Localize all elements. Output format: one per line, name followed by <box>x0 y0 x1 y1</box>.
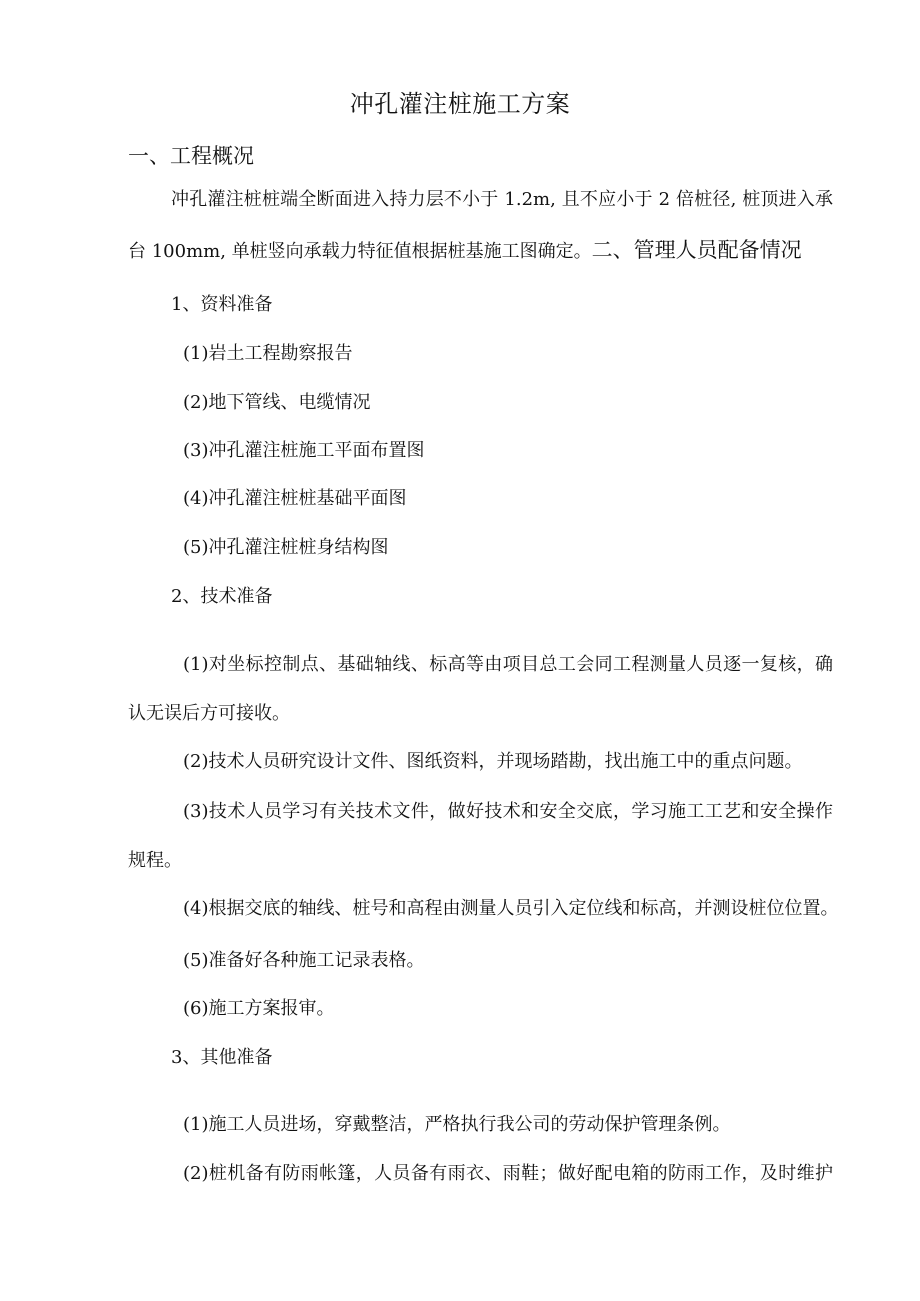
technical-item-1-line-2: 认无误后方可接收。 <box>128 703 290 724</box>
materials-item-1: (1)岩土工程勘察报告 <box>183 343 353 364</box>
overview-paragraph-line-1: 冲孔灌注桩桩端全断面进入持力层不小于 1.2m, 且不应小于 2 倍桩径, 桩顶进入承 <box>171 189 833 210</box>
subheading-other: 3、其他准备 <box>171 1047 273 1068</box>
materials-item-3: (3)冲孔灌注桩施工平面布置图 <box>183 440 425 461</box>
section-heading-overview: 一、工程概况 <box>128 144 254 168</box>
technical-item-3-line-1: (3)技术人员学习有关技术文件，做好技术和安全交底，学习施工工艺和安全操作 <box>183 801 833 822</box>
document-title: 冲孔灌注桩施工方案 <box>349 90 571 118</box>
technical-item-3-line-2: 规程。 <box>128 850 182 871</box>
technical-item-6: (6)施工方案报审。 <box>183 998 335 1019</box>
materials-item-4: (4)冲孔灌注桩桩基础平面图 <box>183 488 407 509</box>
technical-item-1-line-1: (1)对坐标控制点、基础轴线、标高等由项目总工会同工程测量人员逐一复核，确 <box>183 654 833 675</box>
section-heading-staffing: 二、管理人员配备情况 <box>591 238 802 262</box>
technical-item-4: (4)根据交底的轴线、桩号和高程由测量人员引入定位线和标高，并测设桩位位置。 <box>183 898 839 919</box>
technical-item-2: (2)技术人员研究设计文件、图纸资料，并现场踏勘，找出施工中的重点问题。 <box>183 751 803 772</box>
other-item-1: (1)施工人员进场，穿戴整洁，严格执行我公司的劳动保护管理条例。 <box>183 1114 731 1135</box>
overview-paragraph-line-2 <box>128 234 802 264</box>
subheading-technical: 2、技术准备 <box>171 586 273 607</box>
overview-paragraph-text: 台 100mm, 单桩竖向承载力特征值根据桩基施工图确定。 <box>128 241 592 262</box>
materials-item-2: (2)地下管线、电缆情况 <box>183 392 371 413</box>
technical-item-5: (5)准备好各种施工记录表格。 <box>183 950 425 971</box>
materials-item-5: (5)冲孔灌注桩桩身结构图 <box>183 537 389 558</box>
other-item-2: (2)桩机备有防雨帐篷，人员备有雨衣、雨鞋；做好配电箱的防雨工作，及时维护 <box>183 1163 833 1184</box>
subheading-materials: 1、资料准备 <box>171 294 273 315</box>
